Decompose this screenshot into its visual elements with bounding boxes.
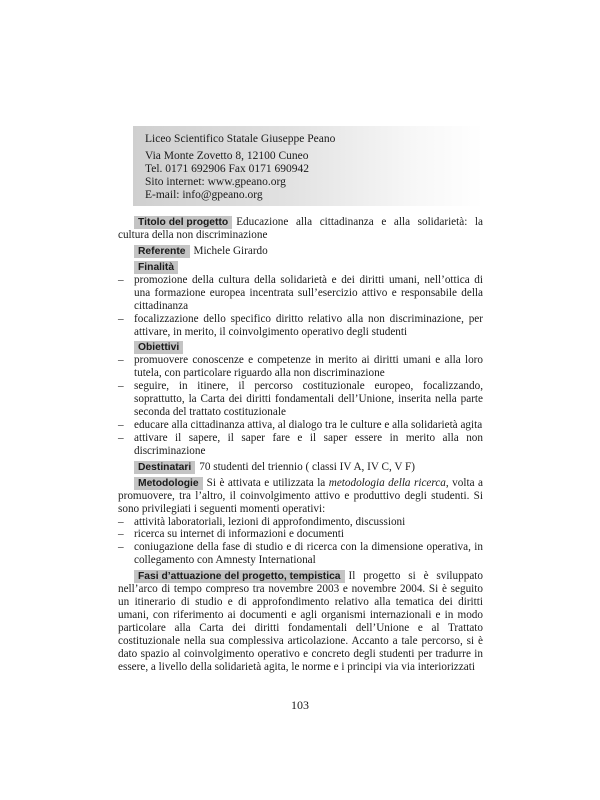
school-name: Liceo Scientifico Statale Giuseppe Peano [145,133,336,145]
fasi-text: Il progetto si è sviluppato nell’arco di tempo compreso tra novembre 2003 e novembre 2004. Si è seguito un itinerario di studio e di approfondimento relativo alla tematica dei diritti umani, con riferimento ai documenti e agli organismi internazionali e in modo particolare alla Carta dei diritti fondamentali dell’Unione e al Trattato costituzionale nella sua complessiva articolazione. Accanto a tale percorso, si è dato spazio al coinvolgimento operativo e concreto degli studenti per tradurre in essere, a livello della solidarietà agita, le norme e i principi via via interiorizzati [118,570,483,673]
destinatari-text: 70 studenti del triennio ( classi IV A, IV C, V F) [199,460,416,473]
school-phone: Tel. 0171 692906 Fax 0171 690942 [145,163,310,175]
school-email: E-mail: info@gpeano.org [145,189,263,201]
obiettivi-list [118,354,483,457]
label-fasi: Fasi d’attuazione del progetto, tempistica [134,570,345,583]
section-finalita [118,261,483,339]
list-item: – seguire, in itinere, il percorso costituzionale europeo, focalizzando, soprattutto, la Carta dei diritti fondamentali dell’Unione, inserita nella parte seconda del trattato costituzionale [118,380,483,419]
label-referente: Referente [134,245,190,258]
list-item: – focalizzazione dello specifico diritto relativo alla non discriminazione, per attivare, in merito, il coinvolgimento operativo degli studenti [118,313,483,339]
list-item: – promuovere conoscenze e competenze in merito ai diritti umani e alla loro tutela, con particolare riguardo alla non discriminazione [118,354,483,380]
page-number: 103 [291,698,309,712]
label-obiettivi: Obiettivi [134,341,183,354]
label-metodologie: Metodologie [134,477,203,490]
metodologie-text-em: metodologia della ricerca [328,476,446,489]
metodologie-text-before: Si è attivata e utilizzata la [206,476,329,489]
section-metodologie [118,477,483,567]
section-titolo [118,216,483,242]
list-item: – ricerca su internet di informazioni e documenti [118,528,483,541]
list-item: – attività laboratoriali, lezioni di approfondimento, discussioni [118,516,483,529]
list-item: – coniugazione della fase di studio e di ricerca con la dimensione operativa, in collegamento con Amnesty International [118,541,483,567]
list-item: – promozione della cultura della solidarietà e dei diritti umani, nell’ottica di una formazione europea incentrata sull’esercizio attivo e responsabile della cittadinanza [118,274,483,313]
finalita-list [118,274,483,339]
school-address: Via Monte Zovetto 8, 12100 Cuneo [145,150,309,162]
titolo-text: Educazione alla cittadinanza e alla solidarietà: la cultura della non discriminazione [118,216,483,241]
section-obiettivi [118,341,483,457]
list-item: – attivare il sapere, il saper fare e il saper essere in merito alla non discriminazione [118,432,483,458]
label-destinatari: Destinatari [134,461,195,474]
section-referente [118,245,483,258]
metodologie-text-after: , volta a promuovere, tra l’altro, il coinvolgimento attivo e produttivo degli studenti. Si sono privilegiati i seguenti momenti operativi: [118,476,483,515]
section-destinatari [118,461,483,474]
metodologie-list [118,516,483,568]
school-website: Sito internet: www.gpeano.org [145,176,286,188]
list-item: – educare alla cittadinanza attiva, al dialogo tra le culture e alla solidarietà agita [118,419,483,432]
school-info-box [133,126,483,206]
section-fasi [118,570,483,673]
label-titolo: Titolo del progetto [134,216,232,229]
referente-text: Michele Girardo [193,244,268,257]
metodologie-intro [118,477,483,516]
project-sheet [118,216,483,676]
label-finalita: Finalità [134,261,178,274]
